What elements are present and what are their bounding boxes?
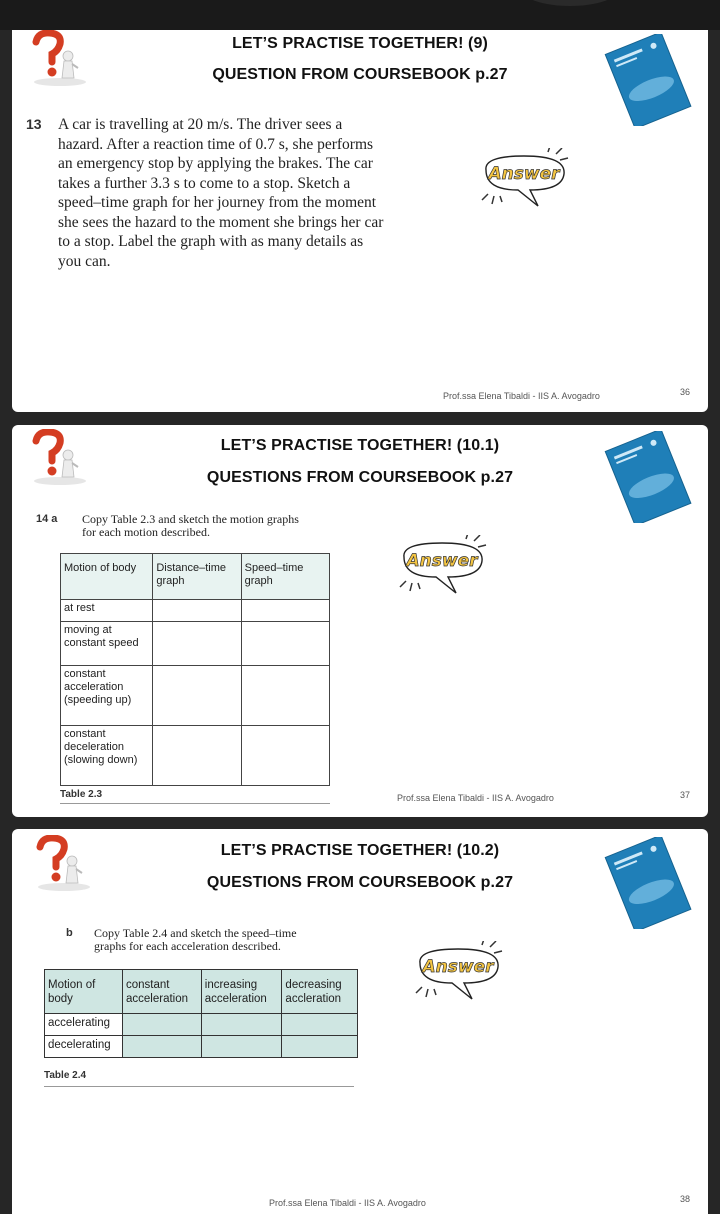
table-cell-empty bbox=[241, 622, 329, 666]
question-line: for each motion described. bbox=[82, 525, 210, 539]
page-number: 38 bbox=[680, 1194, 691, 1204]
footer-author: Prof.ssa Elena Tibaldi - IIS A. Avogadro bbox=[443, 391, 600, 401]
table-cell-empty bbox=[241, 666, 329, 726]
question-line: takes a further 3.3 s to come to a stop. Sketch a bbox=[58, 174, 351, 192]
question-number: 13 bbox=[26, 116, 42, 132]
table-header: Distance–time graph bbox=[153, 554, 241, 600]
table-cell-empty bbox=[153, 726, 241, 786]
table-header: Motion of body bbox=[45, 970, 123, 1014]
answer-speech-bubble[interactable] bbox=[408, 941, 508, 1011]
table-cell-empty bbox=[201, 1036, 282, 1058]
slide-38[interactable] bbox=[12, 829, 708, 1214]
caption-rule bbox=[60, 803, 330, 804]
question-line: hazard. After a reaction time of 0.7 s, she performs bbox=[58, 135, 374, 153]
table-cell-empty bbox=[282, 1014, 358, 1036]
answer-speech-bubble[interactable] bbox=[474, 148, 574, 218]
answer-label: Answer bbox=[488, 164, 560, 184]
footer-author: Prof.ssa Elena Tibaldi - IIS A. Avogadro bbox=[397, 793, 554, 803]
question-line: graphs for each acceleration described. bbox=[94, 939, 281, 953]
question-number: 14 a bbox=[36, 513, 58, 525]
table-cell-empty bbox=[282, 1036, 358, 1058]
footer-author: Prof.ssa Elena Tibaldi - IIS A. Avogadro bbox=[269, 1198, 426, 1208]
question-line: you can. bbox=[58, 252, 111, 270]
table-cell-empty bbox=[123, 1036, 202, 1058]
question-line: Copy Table 2.3 and sketch the motion graphs bbox=[82, 512, 299, 526]
table-row-label: moving at constant speed bbox=[61, 622, 153, 666]
table-cell-empty bbox=[123, 1014, 202, 1036]
question-number: b bbox=[66, 927, 73, 939]
slide-subtitle: QUESTIONS FROM COURSEBOOK p.27 bbox=[206, 469, 514, 486]
answer-label: Answer bbox=[406, 551, 478, 571]
answer-label: Answer bbox=[422, 957, 494, 977]
question-14a bbox=[36, 513, 336, 539]
table-2-3 bbox=[60, 553, 330, 786]
coursebook-cover-icon bbox=[604, 431, 694, 523]
table-caption: Table 2.4 bbox=[44, 1070, 87, 1081]
slide-title: LET’S PRACTISE TOGETHER! (10.2) bbox=[220, 842, 500, 859]
slide-subtitle: QUESTION FROM COURSEBOOK p.27 bbox=[212, 66, 508, 83]
question-line: speed–time graph for her journey from the moment bbox=[58, 194, 377, 211]
table-cell-empty bbox=[153, 622, 241, 666]
question-13 bbox=[26, 115, 436, 271]
table-2-4 bbox=[44, 969, 358, 1058]
table-header: increasing acceleration bbox=[201, 970, 282, 1014]
table-row-label: at rest bbox=[61, 600, 153, 622]
table-row-label: constant deceleration (slowing down) bbox=[61, 726, 153, 786]
question-line: Copy Table 2.4 and sketch the speed–time bbox=[94, 926, 297, 940]
slide-title: LET’S PRACTISE TOGETHER! (9) bbox=[232, 35, 488, 52]
slide-subtitle: QUESTIONS FROM COURSEBOOK p.27 bbox=[206, 874, 514, 891]
table-header: Speed–time graph bbox=[241, 554, 329, 600]
status-bar bbox=[0, 0, 720, 30]
table-header: constant acceleration bbox=[123, 970, 202, 1014]
question-line: to a stop. Label the graph with as many details as bbox=[58, 233, 364, 250]
slide-37[interactable] bbox=[12, 425, 708, 817]
table-caption: Table 2.3 bbox=[60, 789, 103, 800]
question-line: A car is travelling at 20 m/s. The driver sees a bbox=[58, 116, 343, 133]
question-line: an emergency stop by applying the brakes. The car bbox=[58, 155, 373, 172]
page-number: 37 bbox=[680, 790, 691, 800]
question-14b bbox=[66, 927, 366, 953]
page-number: 36 bbox=[680, 387, 691, 397]
question-line: she sees the hazard to the moment she brings her car bbox=[58, 213, 384, 231]
table-row-label: constant acceleration (speeding up) bbox=[61, 666, 153, 726]
table-cell-empty bbox=[241, 726, 329, 786]
table-cell-empty bbox=[153, 600, 241, 622]
coursebook-cover-icon bbox=[604, 34, 694, 126]
slide-36[interactable] bbox=[12, 30, 708, 412]
table-row-label: decelerating bbox=[45, 1036, 123, 1058]
table-row-label: accelerating bbox=[45, 1014, 123, 1036]
table-cell-empty bbox=[201, 1014, 282, 1036]
table-header: Motion of body bbox=[61, 554, 153, 600]
caption-rule bbox=[44, 1086, 354, 1087]
table-header: decreasing accleration bbox=[282, 970, 358, 1014]
table-cell-empty bbox=[241, 600, 329, 622]
coursebook-cover-icon bbox=[604, 837, 694, 929]
answer-speech-bubble[interactable] bbox=[392, 535, 492, 605]
slide-title: LET’S PRACTISE TOGETHER! (10.1) bbox=[220, 437, 500, 454]
table-cell-empty bbox=[153, 666, 241, 726]
